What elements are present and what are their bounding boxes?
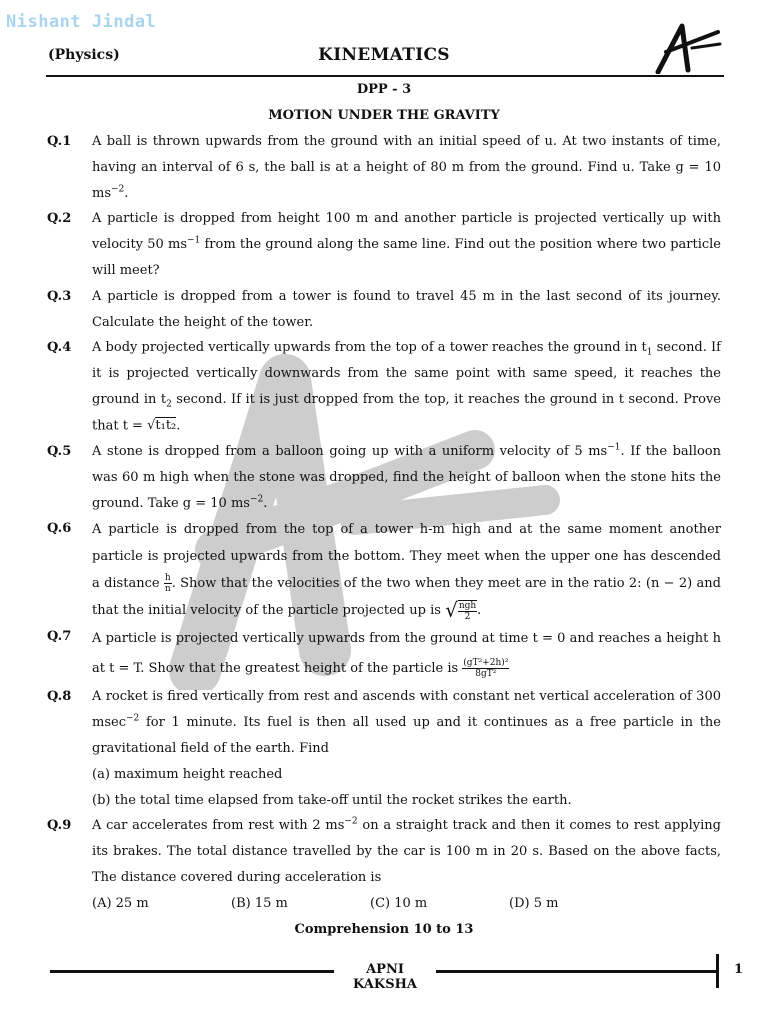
header-rule xyxy=(46,75,724,77)
footer-brand: APNI KAKSHA xyxy=(353,962,417,992)
comprehension-heading: Comprehension 10 to 13 xyxy=(294,921,474,937)
question-item xyxy=(47,439,721,516)
footer-rule-right xyxy=(436,970,718,973)
square-root: √ $\frac{\text{ngh}}{2}$ xyxy=(445,598,477,623)
question-item xyxy=(47,284,721,336)
question-text: A car accelerates from rest with 2 $ms^{-2}$ on a straight track and then it comes to rest applying its brakes. The total distance travelled by the car is 100 m in 20 s. Based on the above facts, The distance covered during acceleration is xyxy=(92,817,721,885)
question-text: A particle is dropped from height 100 m and another particle is projected vertically up with velocity 50 $ms^{-1}$ from the ground along the same line. Find out the position where two particle will meet? xyxy=(92,211,721,278)
dpp-number: DPP - 3 xyxy=(356,82,412,97)
question-list xyxy=(47,129,721,942)
question-item xyxy=(47,516,721,624)
question-number: Q.7 xyxy=(47,629,72,645)
apni-kaksha-logo xyxy=(652,22,724,74)
question-item xyxy=(47,684,721,813)
question-number: Q.3 xyxy=(47,288,72,304)
footer-divider xyxy=(716,954,719,988)
square-root: √t₁t₂ xyxy=(147,417,177,433)
question-item xyxy=(47,624,721,684)
question-text: A particle is dropped from a tower is found to travel 45 m in the last second of its journey. Calculate the height of the tower. xyxy=(92,288,721,330)
option-a: (A) 25 m xyxy=(92,895,149,911)
question-item xyxy=(47,813,721,890)
answer-options xyxy=(47,891,721,917)
option-d: (D) 5 m xyxy=(509,895,559,911)
author-watermark-name: Nishant Jindal xyxy=(6,12,157,32)
subject-label: (Physics) xyxy=(48,47,120,63)
page-number: 1 xyxy=(734,962,744,977)
question-number: Q.6 xyxy=(47,521,72,537)
question-text: A particle is dropped from the top of a tower h-m high and at the same moment another particle is projected upwards from the bottom. They meet when the upper one has descended a distance $\frac{h}{n}$ . Show that the velocities of the two when they meet are in the ratio 2: (n − 2) and that the initial velocity of the particle projected up is √ $\frac{\text{ngh}}{2}$ . xyxy=(92,522,721,623)
footer-rule-left xyxy=(50,970,334,973)
question-item xyxy=(47,206,721,283)
question-part: (b) the total time elapsed from take-off until the rocket strikes the earth. xyxy=(92,792,572,808)
question-text: A body projected vertically upwards from the top of a tower reaches the ground in $t_1$ second. If it is projected vertically downwards from the same point with same speed, it reaches the ground in $t_2$ second. If it is just dropped from the top, it reaches the ground in t second. Prove that t = √t₁t₂. xyxy=(92,335,721,439)
question-text: A ball is thrown upwards from the ground with an initial speed of u. At two instants of time, having an interval of 6 s, the ball is at a height of 80 m from the ground. Find u. Take g = 10 $ms^{-2}$. xyxy=(92,134,721,201)
question-number: Q.1 xyxy=(47,134,72,149)
option-b: (B) 15 m xyxy=(231,895,288,911)
question-number: Q.5 xyxy=(47,443,72,459)
fraction: $\frac{h}{n}$ xyxy=(164,573,171,595)
question-number: Q.4 xyxy=(47,340,72,356)
question-text: A rocket is fired vertically from rest and ascends with constant net vertical acceleration of 300 msec$^{-2}$ for 1 minute. Its fuel is then all used up and it continues as a free particle in the gravitational field of the earth. Find (a) maximum height reached (b) the total time elapsed from take-off until the rocket strikes the earth. xyxy=(92,684,721,813)
topic-title: MOTION UNDER THE GRAVITY xyxy=(268,108,500,123)
question-item xyxy=(47,335,721,439)
question-text: A particle is projected vertically upwards from the ground at time t = 0 and reaches a height h at t = T. Show that the greatest height of the particle is $\frac{\text{(gT²+2h)²}}{\text{8gT²}}$ xyxy=(92,631,721,680)
question-number: Q.2 xyxy=(47,211,72,227)
question-part: (a) maximum height reached xyxy=(92,766,283,782)
question-text: A stone is dropped from a balloon going up with a uniform velocity of 5 $ms^{-1}$. If the balloon was 60 m high when the stone was dropped, find the height of balloon when the stone hits the ground. Take g = 10 $ms^{-2}$. xyxy=(92,442,722,511)
option-c: (C) 10 m xyxy=(370,895,428,911)
question-number: Q.8 xyxy=(47,689,72,705)
question-number: Q.9 xyxy=(47,818,72,834)
chapter-title: KINEMATICS xyxy=(318,45,450,65)
question-item xyxy=(47,129,721,206)
fraction: $\frac{\text{(gT²+2h)²}}{\text{8gT²}}$ xyxy=(463,658,509,680)
